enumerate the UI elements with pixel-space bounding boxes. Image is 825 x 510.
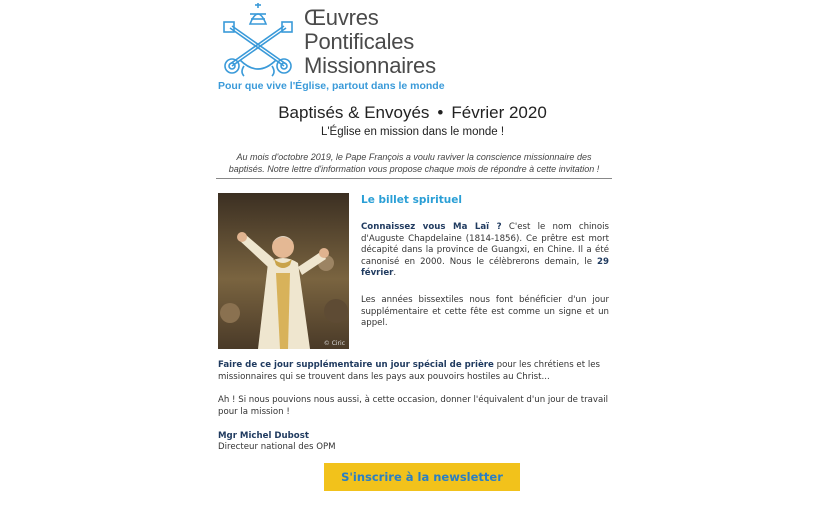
- newsletter-date: Février 2020: [451, 103, 547, 122]
- brand-tagline: Pour que vive l'Église, partout dans le monde: [218, 80, 445, 92]
- brand-logo[interactable]: [218, 2, 436, 80]
- title-separator: •: [437, 103, 444, 122]
- crossed-keys-tiara-icon: [218, 2, 298, 78]
- intro-text: Au mois d'octobre 2019, le Pape François a voulu raviver la conscience missionnaire des baptisés. Notre lettre d'information vous propose chaque mois de répondre à cette invitation !: [228, 152, 600, 174]
- photo-credit: © Ciric: [323, 340, 345, 347]
- article-photo: [218, 193, 349, 349]
- section-divider: [216, 178, 612, 179]
- p1-end: .: [393, 268, 397, 279]
- p3-lead: Faire de ce jour supplémentaire un jour spécial de prière: [218, 360, 494, 370]
- article-paragraph-4: Ah ! Si nous pouvions nous aussi, à cette occasion, donner l'équivalent d'un jour de travail pour la mission !: [218, 395, 608, 417]
- signature-name: Mgr Michel Dubost: [218, 431, 309, 441]
- newsletter-subtitle: L'Église en mission dans le monde !: [320, 126, 505, 138]
- brand-name-line-1: Œuvres: [304, 5, 379, 30]
- newsletter-title: [0, 103, 825, 123]
- p1-body: C'est le nom chinois d'Auguste Chapdelaine (1814-1856). Ce prêtre est mort décapité dans la province de Guangxi, en Chine. Il a été canonisé en 2000. Nous le célèbrerons demain, le: [361, 222, 609, 267]
- brand-name-line-3: Missionnaires: [304, 53, 436, 78]
- brand-name-line-2: Pontificales: [304, 29, 415, 54]
- signature-role: Directeur national des OPM: [218, 442, 336, 452]
- article-paragraph-1: [361, 222, 609, 280]
- section-title: Le billet spirituel: [361, 194, 462, 206]
- article-paragraph-3: [218, 360, 610, 383]
- p1-date: 29 février: [361, 256, 609, 279]
- p1-lead: Connaissez vous Ma Laï ?: [361, 222, 502, 232]
- subscribe-newsletter-button[interactable]: S'inscrire à la newsletter: [324, 463, 520, 491]
- article-paragraph-2: Les années bissextiles nous font bénéficier d'un jour supplémentaire et cette fête est comme un signe et un appel.: [361, 295, 609, 329]
- newsletter-title-main: Baptisés & Envoyés: [278, 103, 430, 122]
- signature: [218, 431, 336, 453]
- p3-body: pour les chrétiens et les missionnaires qui se trouvent dans les pays aux pouvoirs hostiles au Christ...: [218, 360, 600, 382]
